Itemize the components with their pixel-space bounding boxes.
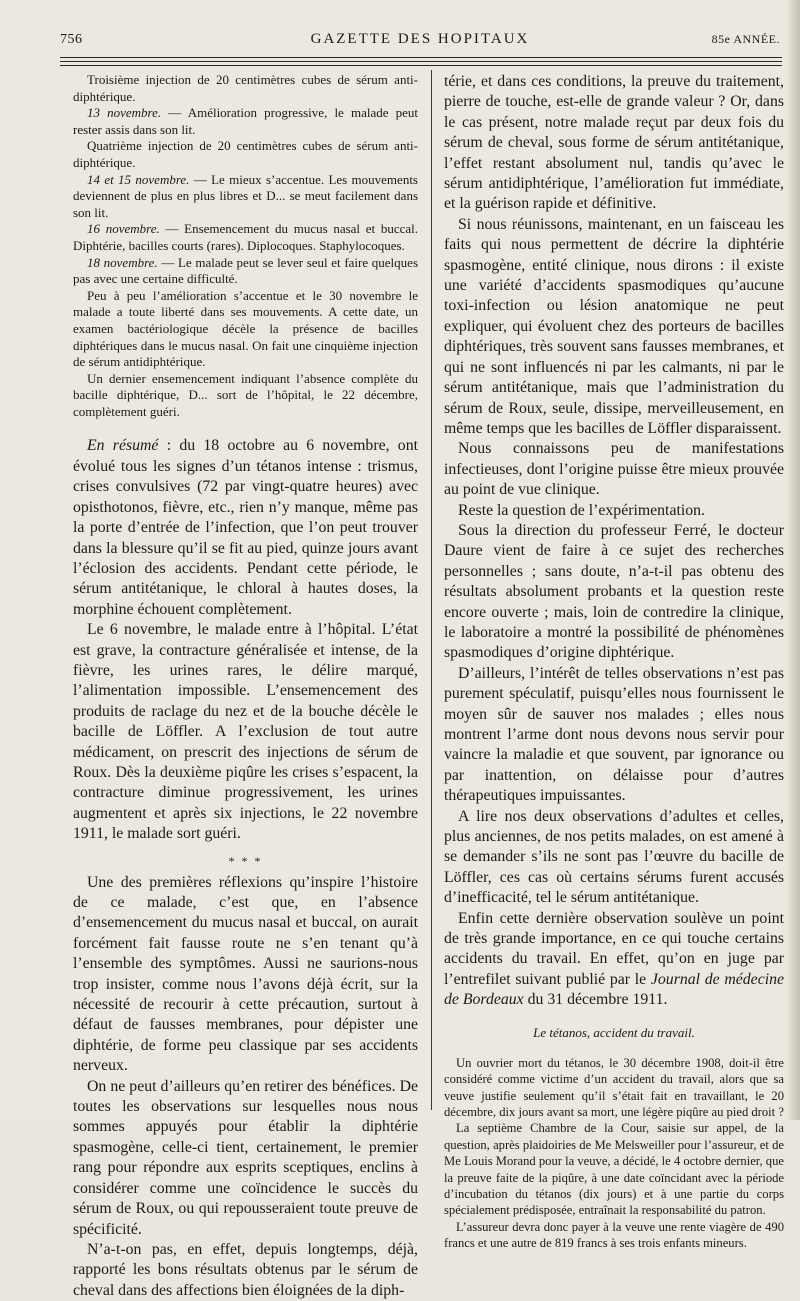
paragraph [73, 105, 418, 138]
page-header [60, 28, 780, 52]
paragraph-text: — Le malade peut se lever seul et faire quelques pas avec une certaine difficulté. [73, 254, 419, 287]
column-divider [431, 70, 432, 1110]
summary-lead: En résumé [87, 437, 159, 455]
paragraph: Peu à peu l’amélioration s’accentue et le 30 novembre le malade a toute liberté dans ses mouvements. A cette date, un examen bactériologique décèle la présence de bacilles diphtériques dans le mucus nasal. On fait une cinquième injection de sérum antidiphtérique. [73, 287, 418, 370]
article-title: Le tétanos, accident du travail. [533, 1024, 695, 1040]
page-number: 756 [60, 32, 83, 47]
paragraph: térie, et dans ces conditions, la preuve du traitement, pierre de touche, est-elle de grande valeur ? Or, dans le cas présent, notre malade reçut par deux fois du sérum de cheval, sous forme de sérum antitétanique, l’effet restant absolument nul, tandis qu’avec le sérum antidiphtérique, l’amélioration fut immédiate, et la guérison rapide et définitive. [444, 73, 784, 213]
paragraph: Un dernier ensemencement indiquant l’absence complète du bacille diphtérique, D... sort de l’hôpital, le 22 décembre, complètement guéri. [73, 370, 418, 419]
paragraph [73, 436, 418, 620]
left-column [73, 72, 418, 1301]
paragraph [73, 255, 418, 288]
volume-year: 85e ANNÉE. [711, 32, 780, 46]
paragraph [73, 172, 418, 222]
header-rule [60, 57, 782, 58]
paragraph: Sous la direction du professeur Ferré, le docteur Daure vient de faire à ce sujet des recherches personnelles ; sans doute, n’a-t-il pas obtenu des résultats absolument probants et la question reste encore ouverte ; mais, loin de contredire la clinique, le laboratoire a montré la possibilité de phénomènes spasmodiques d’origine diphtérique. [444, 521, 784, 662]
journal-reference: Journal de médecine de Bordeaux [444, 970, 784, 1009]
paragraph: Nous connaissons peu de manifestations infectieuses, dont l’origine puisse être mieux prouvée au point de vue clinique. [444, 440, 784, 499]
paragraph-text: — Le mieux s’accentue. Les mouvements deviennent de plus en plus libres et D... se meut facilement dans son lit. [73, 171, 418, 220]
header-rule [60, 65, 782, 66]
paragraph-text: Enfin cette dernière observation soulève un point de très grande importance, en ce qui touche certains accidents du travail. En effet, qu’on en juge par l’entrefilet suivant publié par le [444, 909, 784, 988]
paragraph: D’ailleurs, l’intérêt de telles observations n’est pas purement spéculatif, puisqu’elles nous fournissent le moyen sûr de sauver nos malades ; elles nous montrent l’arme dont nous devons nous servir pour vaincre la maladie et que souvent, par ignorance ou par inattention, on délaisse pour d’autres thérapeutiques impuissantes. [444, 664, 784, 805]
paragraph: On ne peut d’ailleurs qu’en retirer des bénéfices. De toutes les observations sur lesquelles nous nous sommes appuyés pour établir la diphtérie spasmogène, celle-ci tient, certainement, le premier rang pour répondre aux esprits sceptiques, enclins à considérer comme une coïncidence le succès du sérum de Roux, ou qui repousseraient toute preuve de spécificité. [73, 1077, 418, 1238]
date-label: 13 novembre. [87, 105, 162, 121]
paragraph [73, 221, 418, 254]
paragraph: Une des premières réflexions qu’inspire l’histoire de ce malade, c’est que, en l’absence d’ensemencement du mucus nasal et buccal, on aurait forcément fait fausse route ne s’en tenant qu’à l’ensemble des symptômes. Aussi ne saurions-nous trop insister, comme nous l’avons déjà écrit, sur la nécessité de recourir à cette précaution, surtout à défaut de fausses membranes, pour dépister une diphtérie, de forme peu classique par ses accidents nerveux. [73, 873, 418, 1075]
paragraph: N’a-t-on pas, en effet, depuis longtemps, déjà, rapporté les bons résultats obtenus par le sérum de cheval dans des affections bien éloignées de la diph- [73, 1240, 418, 1299]
paragraph: Quatrième injection de 20 centimètres cubes de sérum anti-diphtérique. [73, 138, 418, 170]
paragraph: Si nous réunissons, maintenant, en un faisceau les faits qui nous permettent de décrire la diphtérie spasmogène, entité clinique, nous dirons : il existe une variété d’accidents spasmodiques qu’aucune toxi-infection ou lésion anatomique ne peut expliquer, qui évoluent chez des porteurs de bacilles diphtériques, très souvent sans fausses membranes, et qui ne sont influencés ni par les calmants, ni par le sérum antitétanique, mais que l’administration du sérum de Roux, seule, dissipe, merveilleusement, en même temps que les bacilles de Löffler disparaissent. [444, 215, 784, 437]
right-column [444, 72, 784, 1252]
paragraph: Reste la question de l’expérimentation. [458, 501, 705, 519]
paragraph-text: — Ensemencement du mucus nasal et buccal. Diphtérie, bacilles courts (rares). Diplocoques. Staphylocoques. [73, 221, 418, 253]
paragraph-text: : du 18 octobre au 6 novembre, ont évolué tous les signes d’un tétanos intense : trismus, crises convulsives (72 par vingt-quatre heures) avec opisthotonos, fièvre, etc., rien n’y manque, même pas la porte d’entrée de l’infection, que l’on peut trouver dans la blessure qu’il se fit au pied, quinze jours avant l’éclosion des accidents. Pendant cette période, le sérum antitétanique, le chloral à hautes doses, la morphine échouent complètement. [73, 437, 418, 618]
paragraph: Le 6 novembre, le malade entre à l’hôpital. L’état est grave, la contracture généralisée et intense, de la fièvre, les urines rares, le délire marqué, l’alimentation impossible. L’ensemencement des produits de raclage du nez et de la bouche décèle le bacille de Löffler. A l’exclusion de tout autre médicament, on prescrit des injections de sérum de Roux. Dès la deuxième piqûre les crises s’espacent, la contracture diminue progressivement, les urines augmentent et après six injections, le 22 novembre 1911, le malade sort guéri. [73, 621, 418, 843]
date-label: 14 et 15 novembre. [87, 171, 190, 187]
journal-title: GAZETTE DES HOPITAUX [310, 31, 530, 47]
paragraph-text: — Amélioration progressive, le malade peut rester assis dans son lit. [73, 105, 418, 137]
header-rule [60, 61, 782, 62]
scan-edge-shadow [786, 0, 800, 1120]
paragraph: L’assureur devra donc payer à la veuve une rente viagère de 490 francs et une autre de 819 francs à ses trois enfants mineurs. [444, 1219, 784, 1251]
paragraph: Un ouvrier mort du tétanos, le 30 décembre 1908, doit-il être considéré comme victime d’un accident du travail, alors que sa veuve justifie seulement qu’il s’était fait en travaillant, le 20 décembre, dix jours avant sa mort, une légère piqûre au pied droit ? [444, 1055, 784, 1119]
section-separator: * * * [228, 853, 263, 868]
date-label: 18 novembre. [87, 254, 158, 270]
date-label: 16 novembre. [87, 221, 160, 237]
paragraph [444, 909, 784, 1011]
paragraph-text: du 31 décembre 1911. [523, 991, 668, 1009]
paragraph: Troisième injection de 20 centimètres cubes de sérum anti-diphtérique. [73, 72, 418, 104]
paragraph: A lire nos deux observations d’adultes et celles, plus anciennes, de nos petits malades, on est amené à se demander s’ils ne sont pas l’œuvre du bacille de Löffler, ces cas où certains sérums furent accusés d’inefficacité, tel le sérum antitétanique. [444, 807, 784, 907]
paragraph: La septième Chambre de la Cour, saisie sur appel, de la question, après plaidoiries de Me Melsweiller pour l’assureur, et de Me Louis Morand pour la veuve, a décidé, le 4 octobre dernier, que la preuve faite de la piqûre, à une date coïncidant avec la période d’incubation du tétanos (dix jours) et à une partie du corps spécialement prédisposée, entraînait la responsabilité du patron. [444, 1121, 784, 1218]
